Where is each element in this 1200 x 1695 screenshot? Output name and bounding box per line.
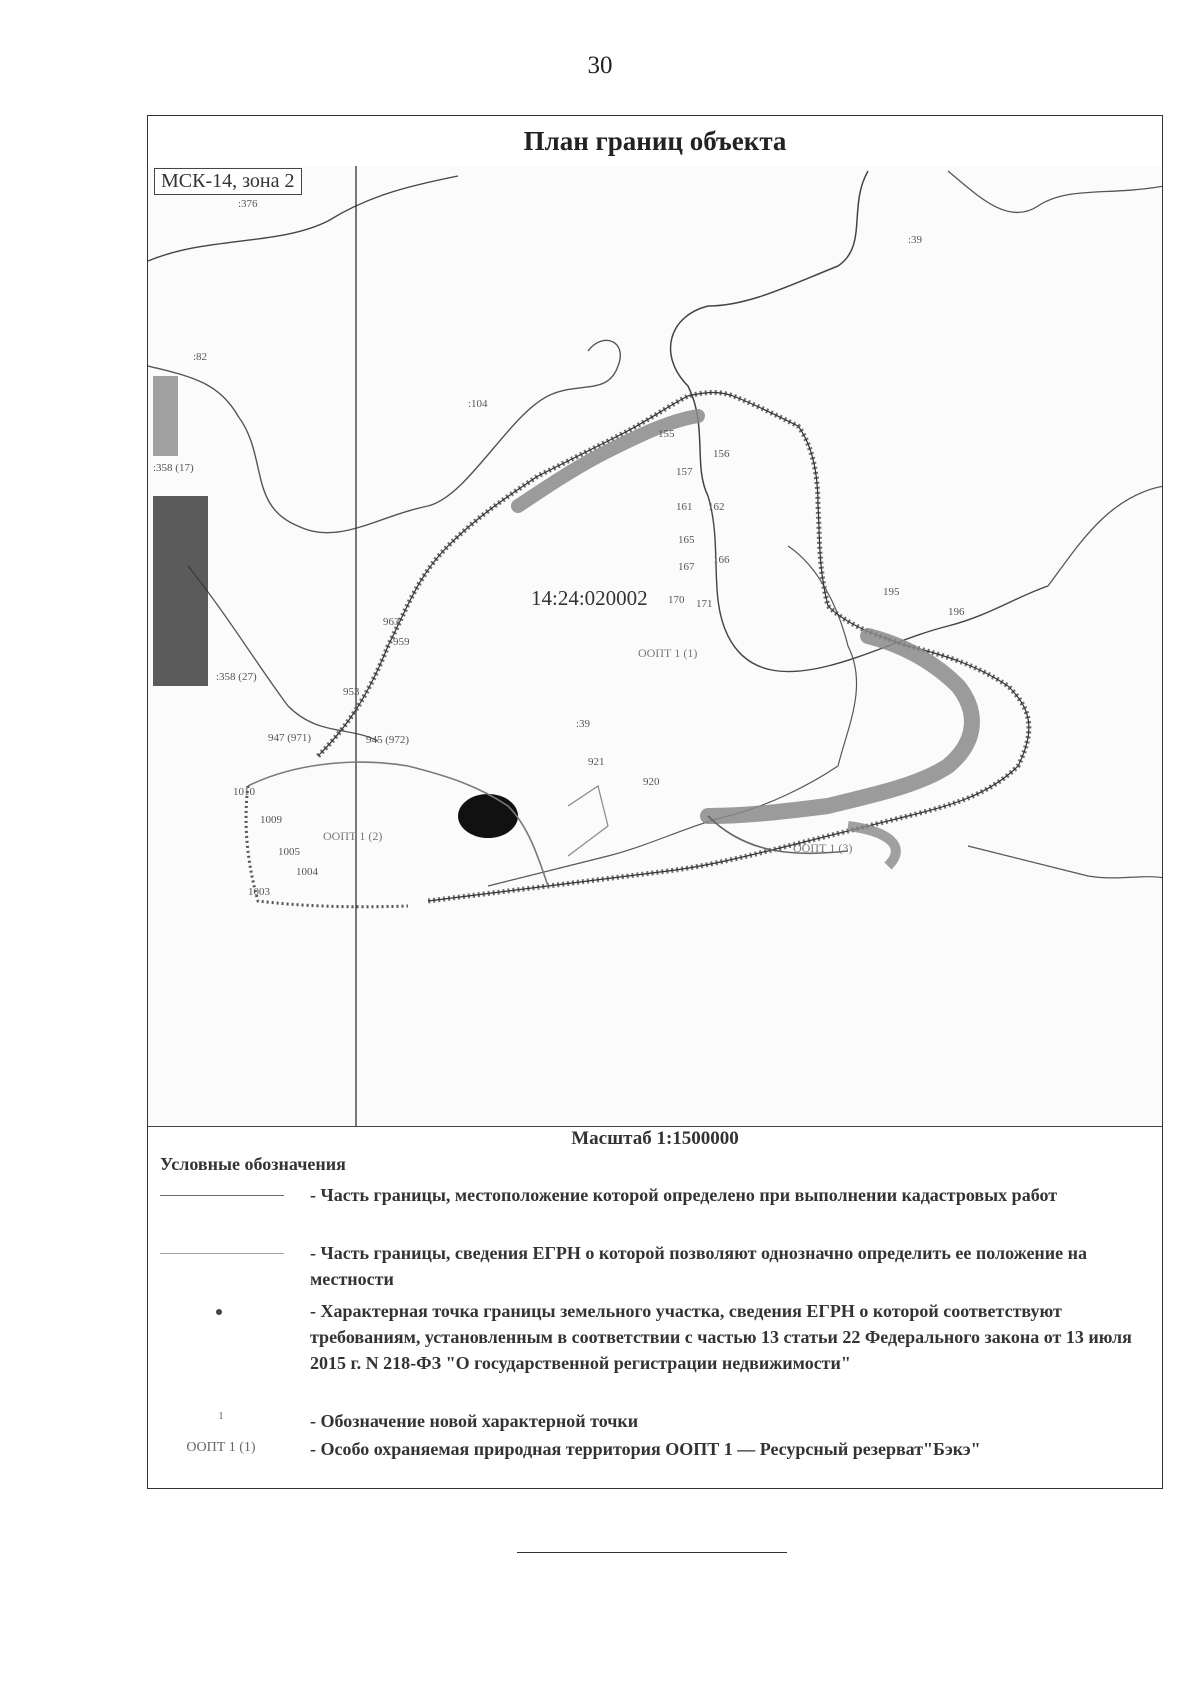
map-scale: Масштаб 1:1500000 [571,1128,739,1149]
point-label: 156 [713,448,730,460]
point-label: 921 [588,756,605,768]
point-label: 1010 [233,786,255,798]
parcel-label: :104 [468,398,488,410]
parcel-label: :358 (17) [153,462,194,474]
zone-label: ООПТ 1 (2) [323,829,383,843]
point-label: 1004 [296,866,318,878]
point-label: 953 [343,686,360,698]
point-label: 947 (971) [268,732,312,744]
point-label: 171 [696,598,713,610]
point-dot-icon [216,1309,222,1315]
page-number: 30 [587,52,613,79]
parcel-label: :82 [193,351,208,363]
point-label: 1003 [248,886,270,898]
point-label: 920 [643,776,660,788]
zone-label: ООПТ 1 (1) [638,646,698,660]
plan-title: План границ объекта [148,116,1162,167]
point-label: 155 [658,428,675,440]
point-label: 959 [393,636,410,648]
map-area [148,166,1162,1127]
legend-text: - Характерная точка границы земельного участка, сведения ЕГРН о которой соответствуют требованиям, установленным в соответствии с частью 13 статьи 22 Федерального закона от 13 июля 2015 г. N 218-ФЗ "О государственной регистрации недвижимости" [310,1301,1132,1373]
legend-text: - Часть границы, местоположение которой определено при выполнении кадастровых работ [310,1185,1058,1205]
coordinate-system-label: МСК-14, зона 2 [154,168,302,195]
legend-zone-symbol: ООПТ 1 (1) [186,1440,256,1455]
point-label: 162 [708,501,725,513]
point-label: 945 (972) [366,734,410,746]
legend-line-symbol [160,1195,284,1196]
legend-point-number-symbol: 1 [218,1410,224,1422]
legend-text: - Особо охраняемая природная территория ООПТ 1 — Ресурсный резерват"Бэкэ" [310,1439,981,1459]
point-label: 165 [678,534,695,546]
point-label: 196 [948,606,965,618]
point-label: 167 [678,561,695,573]
point-label: 1009 [260,814,282,826]
legend-line-symbol [160,1253,284,1254]
zone-label: ООПТ 1 (3) [793,841,853,855]
footer-rule [517,1552,787,1553]
point-label: 195 [883,586,900,598]
parcel-label: :39 [908,234,923,246]
point-label: 963 [383,616,400,628]
parcel-label: :358 (27) [216,671,257,683]
parcel-label: :39 [576,718,591,730]
legend-text: - Обозначение новой характерной точки [310,1411,639,1431]
point-label: 1005 [278,846,300,858]
point-label: 161 [676,501,693,513]
point-label: 166 [713,554,730,566]
point-label: 157 [676,466,693,478]
parcel-number-label: 14:24:020002 [531,586,648,610]
legend-text: - Часть границы, сведения ЕГРН о которой позволяют однозначно определить ее положение на местности [310,1243,1088,1289]
parcel-label: :376 [238,198,258,210]
point-label: 170 [668,594,685,606]
legend-title: Условные обозначения [160,1154,346,1174]
boundary-plan-frame [147,115,1163,1489]
